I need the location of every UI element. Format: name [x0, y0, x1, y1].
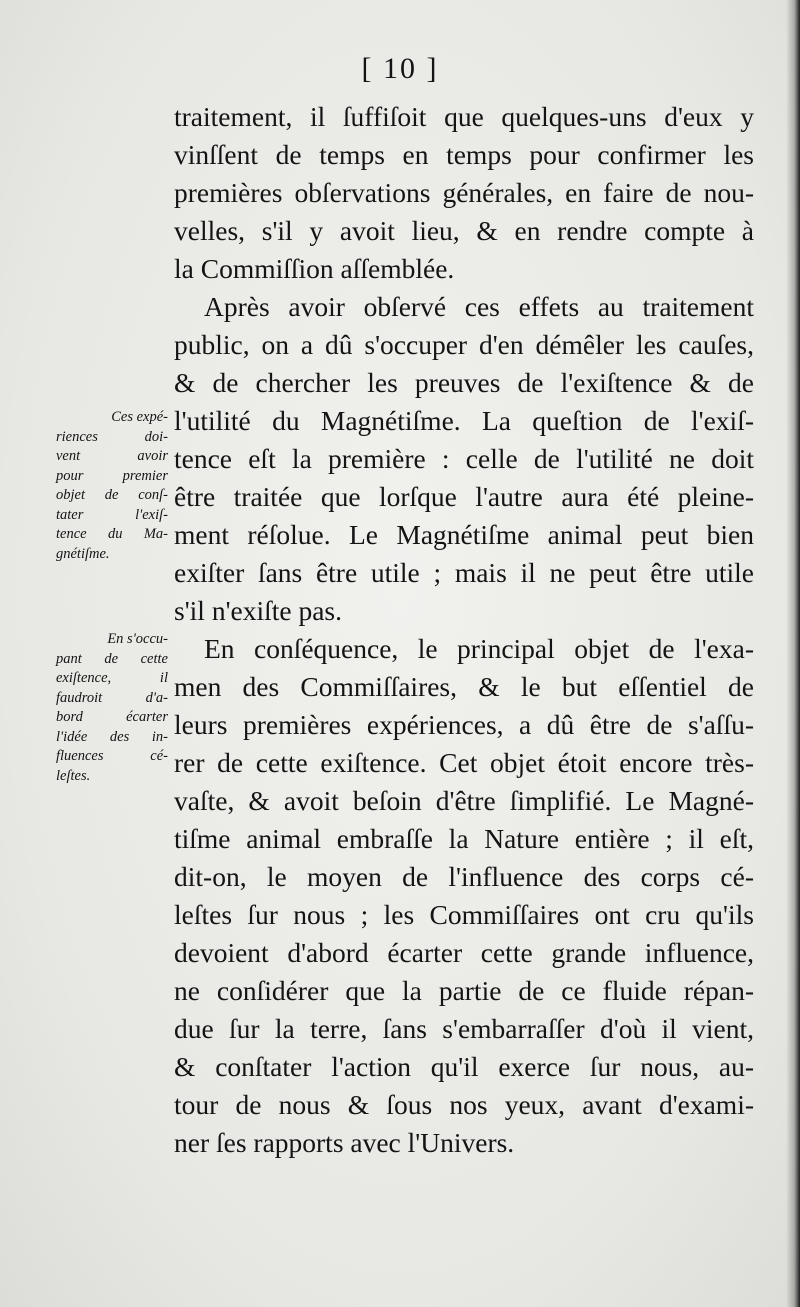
text-line: la Commiſſion aſſemblée.	[174, 253, 455, 284]
text-line: dit-on, le moyen de l'influence des corps cé-	[174, 861, 754, 892]
margin-note-line: objet de conſ-	[56, 487, 168, 503]
margin-note-line: gnétiſme.	[56, 545, 110, 562]
margin-note-line: faudroit d'a-	[56, 689, 168, 706]
text-line: due ſur la terre, ſans s'embarraſſer d'où il vient,	[174, 1013, 754, 1044]
text-line: vaſte, & avoit beſoin d'être ſimplifié. Le Magné-	[174, 785, 754, 816]
text-line: public, on a dû s'occuper d'en démêler les cauſes,	[174, 329, 754, 360]
text-line: tour de nous & ſous nos yeux, avant d'exami-	[174, 1089, 754, 1120]
text-line: velles, s'il y avoit lieu, & en rendre compte à	[174, 215, 754, 246]
text-line: exiſter ſans être utile ; mais il ne peut être utile	[174, 557, 754, 588]
text-line: ment réſolue. Le Magnétiſme animal peut bien	[174, 519, 754, 550]
margin-note-line: bord écarter	[56, 709, 168, 725]
text-line: tence eſt la première : celle de l'utilité ne doit	[174, 443, 754, 474]
paragraph-3	[174, 630, 754, 1162]
text-line: En conſéquence, le principal objet de l'exa-	[204, 633, 754, 664]
margin-note-1	[56, 408, 168, 564]
text-line: être traitée que lorſque l'autre aura été pleine-	[174, 481, 754, 512]
page-number: [ 10 ]	[361, 52, 439, 85]
text-line: leurs premières expériences, a dû être de s'aſſu-	[174, 709, 754, 740]
text-line: Après avoir obſervé ces effets au traitement	[204, 291, 754, 322]
margin-note-line: tater l'exiſ-	[56, 506, 168, 523]
text-line: ner ſes rapports avec l'Univers.	[174, 1127, 515, 1158]
text-line: l'utilité du Magnétiſme. La queſtion de l'exiſ-	[174, 405, 754, 436]
paragraph-2	[174, 288, 754, 630]
margin-note-line: leſtes.	[56, 767, 91, 784]
paragraph-1	[174, 98, 754, 288]
margin-note-line: l'idée des in-	[56, 728, 168, 745]
margin-note-line: En s'occu-	[107, 631, 168, 647]
margin-note-line: tence du Ma-	[56, 526, 168, 542]
text-line: & conſtater l'action qu'il exerce ſur nous, au-	[174, 1051, 754, 1082]
text-line: ne conſidérer que la partie de ce fluide répan-	[174, 975, 754, 1006]
body-text	[174, 98, 754, 1162]
margin-note-2	[56, 630, 168, 786]
margin-note-line: riences doi-	[56, 428, 168, 445]
text-line: & de chercher les preuves de l'exiſtence & de	[174, 367, 754, 398]
text-line: rer de cette exiſtence. Cet objet étoit encore très-	[174, 747, 754, 778]
text-line: premières obſervations générales, en faire de nou-	[174, 177, 754, 208]
text-line: men des Commiſſaires, & le but eſſentiel de	[174, 671, 754, 702]
margin-note-line: fluences cé-	[56, 748, 168, 764]
text-line: vinſſent de temps en temps pour confirmer les	[174, 139, 754, 170]
text-line: tiſme animal embraſſe la Nature entière ; il eſt,	[174, 823, 754, 854]
page-edge-shadow	[786, 0, 800, 1307]
margin-note-line: Ces expé-	[111, 409, 168, 425]
margin-note-line: exiſtence, il	[56, 670, 168, 686]
text-line: s'il n'exiſte pas.	[174, 595, 343, 626]
margin-note-line: pant de cette	[56, 650, 168, 667]
margin-note-line: vent avoir	[56, 448, 168, 464]
margin-note-line: pour premier	[56, 467, 168, 484]
text-line: traitement, il ſuffiſoit que quelques-uns d'eux y	[174, 101, 754, 132]
text-line: devoient d'abord écarter cette grande influence,	[174, 937, 754, 968]
text-line: leſtes ſur nous ; les Commiſſaires ont cru qu'ils	[174, 899, 754, 930]
